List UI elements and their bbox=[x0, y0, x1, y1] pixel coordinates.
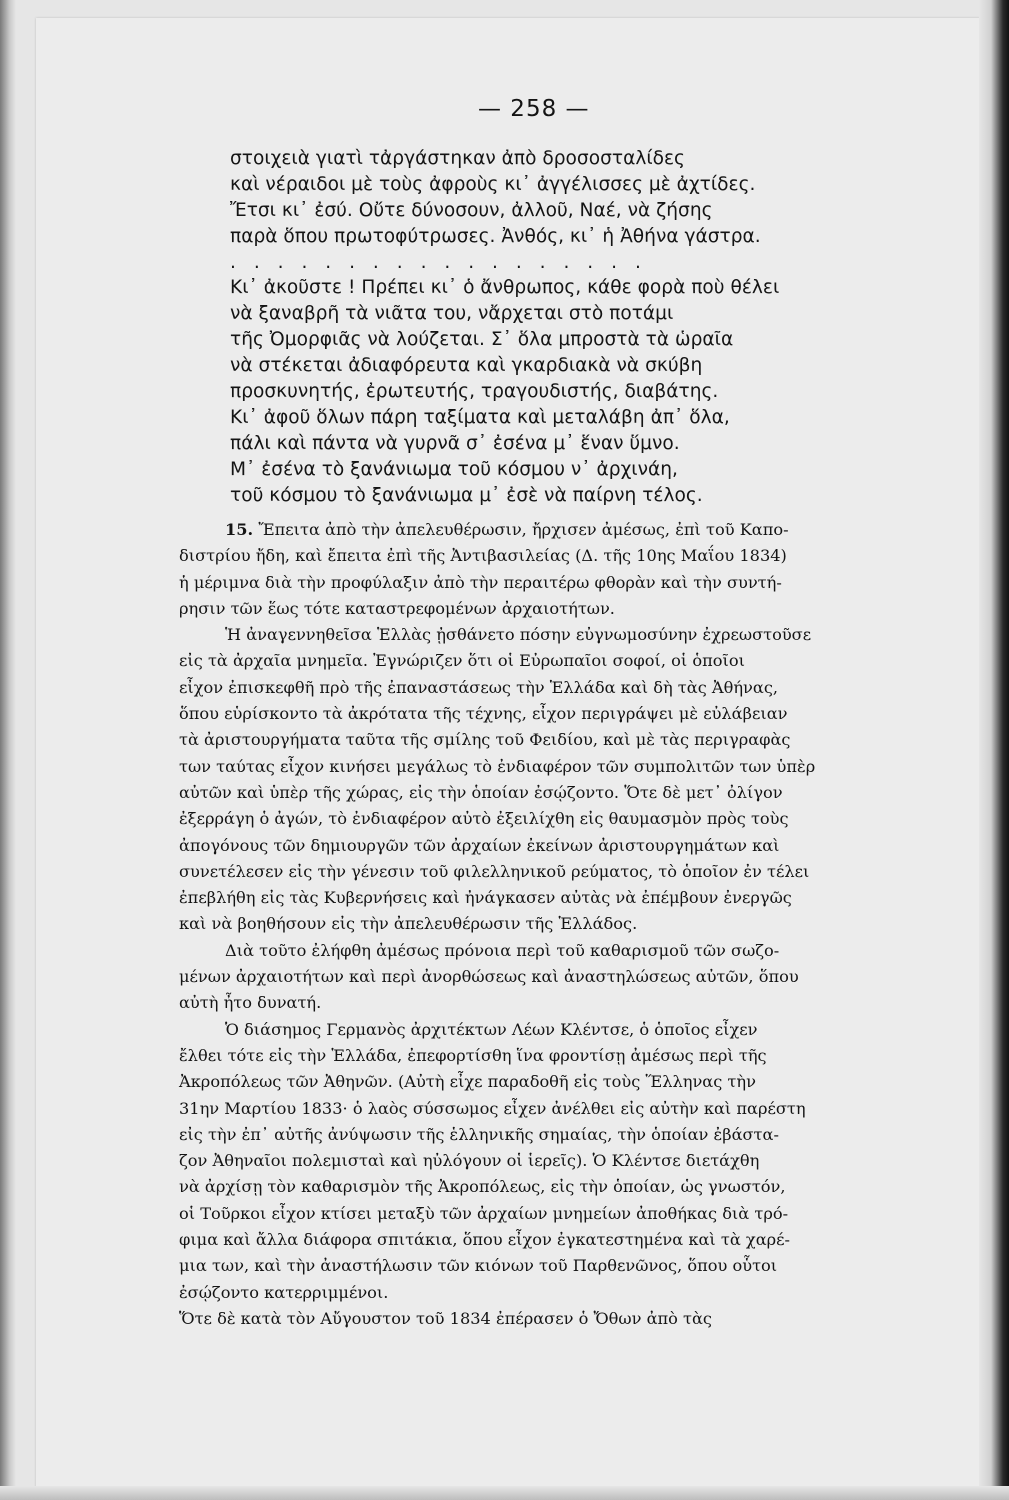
prose-line-text: εἰς τὴν ἐπ᾽ αὐτῆς ἀνύψωσιν τῆς ἑλληνικῆς σημαίας, τὴν ὁποίαν ἐβάστα- bbox=[179, 1124, 779, 1144]
prose-line bbox=[179, 596, 894, 622]
prose-line-text: Ἔπειτα ἀπὸ τὴν ἀπελευθέρωσιν, ἤρχισεν ἀμέσως, ἐπὶ τοῦ Καπο- bbox=[258, 520, 789, 539]
poem-line: Ἔτσι κι᾽ ἐσύ. Οὔτε δύνοσουν, ἀλλοῦ, Ναέ, νὰ ζήσης bbox=[230, 199, 713, 221]
prose-line-text: ζον Ἀθηναῖοι πολεμισταὶ καὶ ηὐλόγουν οἱ ἱερεῖς). Ὁ Κλέντσε διετάχθη bbox=[179, 1151, 760, 1171]
prose-line bbox=[179, 911, 894, 937]
prose-line-text: εἶχον ἐπισκεφθῆ πρὸ τῆς ἐπαναστάσεως τὴν Ἑλλάδα καὶ δὴ τὰς Ἀθήνας, bbox=[179, 677, 779, 697]
poem bbox=[230, 146, 930, 508]
prose-line-text: 31ην Μαρτίου 1833· ὁ λαὸς σύσσωμος εἶχεν ἀνέλθει εἰς αὐτὴν καὶ παρέστη bbox=[179, 1098, 806, 1118]
prose-line bbox=[179, 859, 894, 885]
prose-line-text: των ταύτας εἶχον κινήσει μεγάλως τὸ ἐνδιαφέρον τῶν συμπολιτῶν των ὑπὲρ bbox=[179, 756, 816, 776]
poem-line: τῆς Ὀμορφιᾶς νὰ λούζεται. Σ᾽ ὅλα μπροστὰ τὰ ὡραῖα bbox=[230, 329, 734, 351]
prose-line bbox=[179, 990, 894, 1016]
prose-line bbox=[179, 1096, 894, 1122]
poem-line: νὰ στέκεται ἀδιαφόρευτα καὶ γκαρδιακὰ νὰ σκύβη bbox=[230, 355, 703, 377]
poem-line: προσκυνητής, ἐρωτευτής, τραγουδιστής, διαβάτης. bbox=[230, 381, 719, 403]
prose-line-text: διστρίου ἤδη, καὶ ἔπειτα ἐπὶ τῆς Ἀντιβασιλείας (Δ. τῆς 10ης Μαΐου 1834) bbox=[179, 546, 787, 566]
prose-line bbox=[179, 806, 894, 832]
prose-line bbox=[179, 938, 894, 964]
prose-line bbox=[179, 1201, 894, 1227]
prose-line-text: νὰ ἀρχίσῃ τὸν καθαρισμὸν τῆς Ἀκροπόλεως, εἰς τὴν ὁποίαν, ὡς γνωστόν, bbox=[179, 1177, 786, 1197]
prose-line bbox=[179, 754, 894, 780]
prose-line bbox=[179, 675, 894, 701]
page-number: — 258 — bbox=[478, 96, 590, 122]
prose-line-text: Ἡ ἀναγεννηθεῖσα Ἑλλὰς ᾐσθάνετο πόσην εὐγνωμοσύνην ἐχρεωστοῦσε bbox=[225, 625, 812, 645]
prose-line bbox=[179, 1122, 894, 1148]
prose-line bbox=[179, 833, 894, 859]
prose-line-text: καὶ νὰ βοηθήσουν εἰς τὴν ἀπελευθέρωσιν τῆς Ἑλλάδος. bbox=[179, 914, 638, 934]
prose-line bbox=[179, 1069, 894, 1095]
prose-line-text: ἔλθει τότε εἰς τὴν Ἑλλάδα, ἐπεφορτίσθη ἵνα φροντίσῃ ἀμέσως περὶ τῆς bbox=[179, 1045, 767, 1065]
prose-line-text: οἱ Τοῦρκοι εἶχον κτίσει μεταξὺ τῶν ἀρχαίων μνημείων ἀποθήκας διὰ τρό- bbox=[179, 1203, 789, 1223]
prose-line bbox=[179, 727, 894, 753]
prose-line bbox=[179, 648, 894, 674]
poem-line: στοιχειὰ γιατὶ τἀργάστηκαν ἀπὸ δροσοσταλίδες bbox=[230, 148, 685, 169]
prose-line bbox=[179, 1253, 894, 1279]
prose-line bbox=[179, 780, 894, 806]
prose-line-text: Ὅτε δὲ κατὰ τὸν Αὔγουστον τοῦ 1834 ἐπέρασεν ὁ Ὄθων ἀπὸ τὰς bbox=[179, 1308, 712, 1328]
prose-line-text: φιμα καὶ ἄλλα διάφορα σπιτάκια, ὅπου εἶχον ἐγκατεστημένα καὶ τὰ χαρέ- bbox=[179, 1230, 791, 1250]
poem-line: πάλι καὶ πάντα νὰ γυρνᾶ σ᾽ ἐσένα μ᾽ ἕναν ὕμνο. bbox=[230, 432, 680, 454]
prose-line bbox=[179, 1332, 894, 1358]
poem-line: Κι᾽ ἀκοῦστε ! Πρέπει κι᾽ ὁ ἄνθρωπος, κάθε φορὰ ποὺ θέλει bbox=[230, 277, 780, 299]
prose-line bbox=[179, 1017, 894, 1043]
prose-line-text: ἐπεβλήθη εἰς τὰς Κυβερνήσεις καὶ ἠνάγκασεν αὐτὰς νὰ ἐπέμβουν ἐνεργῶς bbox=[179, 888, 792, 908]
scan-edge-right bbox=[979, 0, 1009, 1500]
prose-line-text: ἀπογόνους τῶν δημιουργῶν τῶν ἀρχαίων ἐκείνων ἀριστουργημάτων καὶ bbox=[179, 835, 780, 855]
prose-line-text: Διὰ τοῦτο ἐλήφθη ἀμέσως πρόνοια περὶ τοῦ καθαρισμοῦ τῶν σωζο- bbox=[225, 940, 780, 960]
prose-line-text: τὰ ἀριστουργήματα ταῦτα τῆς σμίλης τοῦ Φειδίου, καὶ μὲ τὰς περιγραφὰς bbox=[179, 730, 791, 750]
prose-line-text: αὐτῶν καὶ ὑπὲρ τῆς χώρας, εἰς τὴν ὁποίαν ἐσῴζοντο. Ὅτε δὲ μετ᾽ ὀλίγον bbox=[179, 782, 783, 802]
prose-line-text: Ὁ διάσημος Γερμανὸς ἀρχιτέκτων Λέων Κλέντσε, ὁ ὁποῖος εἶχεν bbox=[225, 1019, 758, 1039]
prose-line bbox=[179, 622, 894, 648]
prose-line-text: συνετέλεσεν εἰς τὴν γένεσιν τοῦ φιλελληνικοῦ ρεύματος, τὸ ὁποῖον ἐν τέλει bbox=[179, 861, 810, 881]
prose-line-text: μια των, καὶ τὴν ἀναστήλωσιν τῶν κιόνων τοῦ Παρθενῶνος, ὅπου οὗτοι bbox=[179, 1256, 778, 1276]
prose-line bbox=[179, 543, 894, 569]
prose-line-text: ἡ μέριμνα διὰ τὴν προφύλαξιν ἀπὸ τὴν περαιτέρω φθορὰν καὶ τὴν συντή- bbox=[179, 572, 782, 592]
prose-line-text: ἐξερράγη ὁ ἀγών, τὸ ἐνδιαφέρον αὐτὸ ἐξειλίχθη εἰς θαυμασμὸν πρὸς τοὺς bbox=[179, 809, 789, 829]
prose-line bbox=[179, 1227, 894, 1253]
poem-ellipsis: . . . . . . . . . . . . . . . . . . bbox=[230, 251, 647, 273]
prose-line bbox=[179, 964, 894, 990]
poem-line: Κι᾽ ἀφοῦ ὅλων πάρη ταξίματα καὶ μεταλάβη ἀπ᾽ ὅλα, bbox=[230, 406, 730, 428]
prose-line bbox=[179, 570, 894, 596]
prose-line bbox=[179, 1280, 894, 1306]
prose-line-text: ἐσῴζοντο κατερριμμένοι. bbox=[179, 1282, 389, 1302]
prose-line bbox=[179, 1174, 894, 1200]
poem-line: παρὰ ὅπου πρωτοφύτρωσες. Ἀνθός, κι᾽ ἡ Ἀθήνα γάστρα. bbox=[230, 225, 761, 247]
prose-line bbox=[179, 885, 894, 911]
prose-line bbox=[179, 1148, 894, 1174]
prose-line-text: ὅπου εὑρίσκοντο τὰ ἀκρότατα τῆς τέχνης, εἶχον περιγράψει μὲ εὐλάβειαν bbox=[179, 704, 788, 724]
prose-line-text: εἰς τὰ ἀρχαῖα μνημεῖα. Ἐγνώριζεν ὅτι οἱ Εὐρωπαῖοι σοφοί, οἱ ὁποῖοι bbox=[179, 651, 745, 671]
prose-line-text: αὐτὴ ἦτο δυνατή. bbox=[179, 993, 322, 1013]
poem-line: τοῦ κόσμου τὸ ξανάνιωμα μ᾽ ἐσὲ νὰ παίρνη τέλος. bbox=[230, 484, 703, 506]
poem-line: καὶ νέραιδοι μὲ τοὺς ἀφροὺς κι᾽ ἀγγέλισσες μὲ ἀχτίδες. bbox=[230, 173, 756, 195]
scan-edge-bottom bbox=[0, 1486, 1009, 1500]
poem-line: Μ᾽ ἐσένα τὸ ξανάνιωμα τοῦ κόσμου ν᾽ ἀρχινάη, bbox=[230, 458, 678, 480]
section-number: 15. bbox=[225, 520, 254, 539]
prose-line bbox=[179, 1043, 894, 1069]
prose-line-text: μένων ἀρχαιοτήτων καὶ περὶ ἀνορθώσεως καὶ ἀναστηλώσεως αὐτῶν, ὅπου bbox=[179, 967, 799, 987]
prose-line bbox=[179, 1306, 894, 1332]
scan-edge-left bbox=[0, 0, 16, 1500]
prose-line bbox=[179, 517, 894, 543]
prose-line-text: Ἀκροπόλεως τῶν Ἀθηνῶν. (Αὐτὴ εἶχε παραδοθῆ εἰς τοὺς Ἕλληνας τὴν bbox=[179, 1072, 756, 1092]
prose-body bbox=[179, 517, 894, 1359]
poem-line: νὰ ξαναβρῆ τὰ νιᾶτα του, νἄρχεται στὸ ποτάμι bbox=[230, 303, 674, 325]
prose-line bbox=[179, 701, 894, 727]
prose-line-text: ρησιν τῶν ἕως τότε καταστρεφομένων ἀρχαιοτήτων. bbox=[179, 598, 615, 618]
